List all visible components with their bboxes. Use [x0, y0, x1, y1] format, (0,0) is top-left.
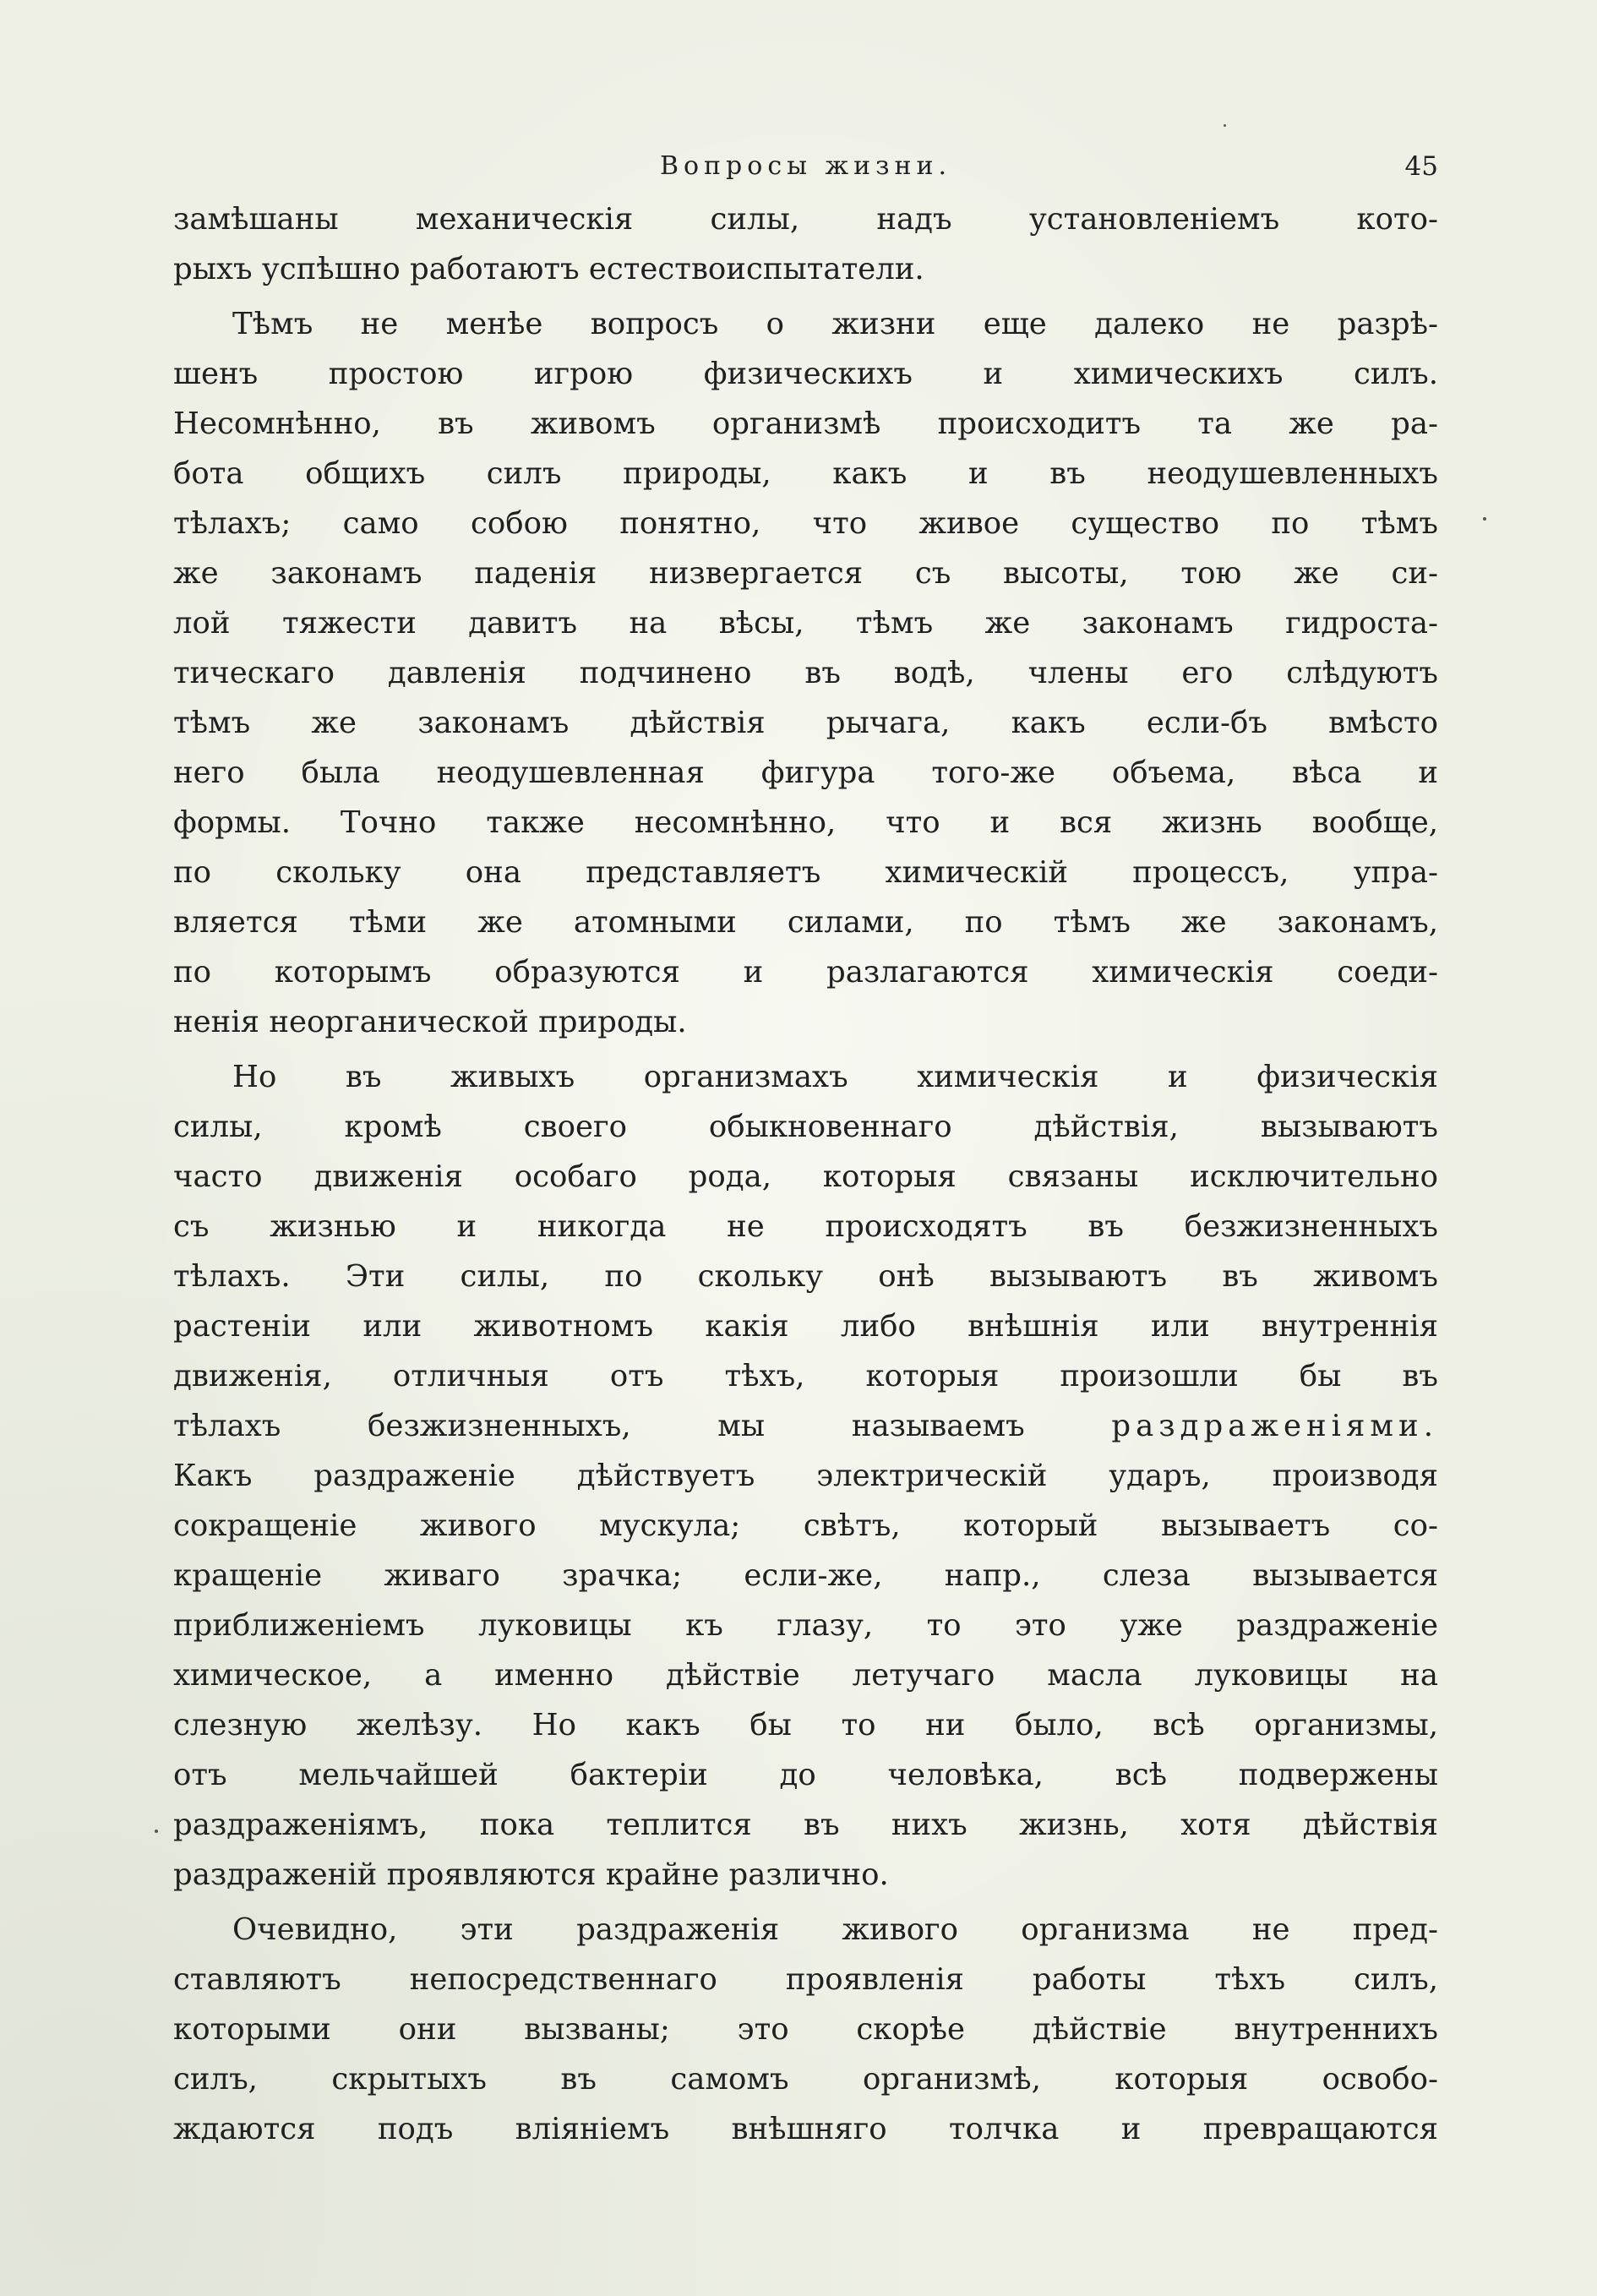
text-line-with-emphasis: [173, 1401, 1438, 1451]
text-line: замѣшаны механическія силы, надъ установленіемъ кото-: [173, 202, 1438, 237]
text-line: Очевидно, эти раздраженія живого организма не пред-: [232, 1912, 1438, 1947]
text-segment: тѣлахъ безжизненныхъ, мы называемъ: [173, 1409, 1025, 1443]
text-line: шенъ простою игрою физическихъ и химическихъ силъ.: [173, 357, 1438, 391]
print-speck: [1483, 517, 1486, 521]
text-line: слезную желѣзу. Но какъ бы то ни было, всѣ организмы,: [173, 1708, 1438, 1742]
text-line: лой тяжести давитъ на вѣсы, тѣмъ же законамъ гидроста-: [173, 606, 1438, 641]
text-line: тѣмъ же законамъ дѣйствія рычага, какъ если-бъ вмѣсто: [173, 706, 1438, 740]
text-line: Тѣмъ не менѣе вопросъ о жизни еще далеко не разрѣ-: [232, 307, 1438, 341]
paragraph-4: [173, 1905, 1438, 2154]
text-line: которыми они вызваны; это скорѣе дѣйствіе внутреннихъ: [173, 2012, 1438, 2047]
text-line: рыхъ успѣшно работаютъ естествоиспытатели.: [173, 252, 924, 286]
running-head-title: Вопросы жизни.: [659, 151, 952, 181]
text-line: тѣлахъ; само собою понятно, что живое существо по тѣмъ: [173, 506, 1438, 541]
running-head: [173, 144, 1438, 189]
text-line: тѣлахъ. Эти силы, по скольку онѣ вызываютъ въ живомъ: [173, 1259, 1438, 1294]
text-line: него была неодушевленная фигура того-же объема, вѣса и: [173, 755, 1438, 790]
spaced-emphasis-term: раздраженіями.: [1111, 1409, 1438, 1443]
text-line: химическое, а именно дѣйствіе летучаго масла луковицы на: [173, 1658, 1438, 1693]
text-line: бота общихъ силъ природы, какъ и въ неодушевленныхъ: [173, 456, 1438, 491]
text-line: по скольку она представляетъ химическій процессъ, упра-: [173, 855, 1438, 890]
body-text: [173, 194, 1438, 2154]
text-line: по которымъ образуются и разлагаются химическія соеди-: [173, 955, 1438, 990]
text-line: силы, кромѣ своего обыкновеннаго дѣйствія, вызываютъ: [173, 1110, 1438, 1144]
paragraph-2: [173, 299, 1438, 1047]
text-line: Какъ раздраженіе дѣйствуетъ электрическій ударъ, производя: [173, 1459, 1438, 1493]
text-line: вляется тѣми же атомными силами, по тѣмъ же законамъ,: [173, 905, 1438, 940]
text-line: движенія, отличныя отъ тѣхъ, которыя произошли бы въ: [173, 1359, 1438, 1393]
text-line: съ жизнью и никогда не происходятъ въ безжизненныхъ: [173, 1209, 1438, 1244]
text-line: ждаются подъ вліяніемъ внѣшняго толчка и превращаются: [173, 2112, 1438, 2146]
text-line: же законамъ паденія низвергается съ высоты, тою же си-: [173, 556, 1438, 591]
text-line: Несомнѣнно, въ живомъ организмѣ происходитъ та же ра-: [173, 406, 1438, 441]
text-line: ненія неорганической природы.: [173, 1005, 687, 1039]
text-line: растеніи или животномъ какія либо внѣшнія или внутреннія: [173, 1309, 1438, 1344]
print-speck: [155, 1830, 158, 1833]
text-line: ставляютъ непосредственнаго проявленія работы тѣхъ силъ,: [173, 1962, 1438, 1997]
text-line: тическаго давленія подчинено въ водѣ, члены его слѣдуютъ: [173, 656, 1438, 690]
page-number: 45: [1404, 151, 1438, 182]
text-line: раздраженій проявляются крайне различно.: [173, 1857, 889, 1892]
paragraph-1: [173, 194, 1438, 294]
text-line: формы. Точно также несомнѣнно, что и вся жизнь вообще,: [173, 805, 1438, 840]
text-line: силъ, скрытыхъ въ самомъ организмѣ, которыя освобо-: [173, 2062, 1438, 2097]
text-line: сокращеніе живого мускула; свѣтъ, который вызываетъ со-: [173, 1508, 1438, 1543]
paragraph-3: [173, 1052, 1438, 1900]
text-line: отъ мельчайшей бактеріи до человѣка, всѣ подвержены: [173, 1758, 1438, 1792]
text-line: Но въ живыхъ организмахъ химическія и физическія: [232, 1060, 1438, 1094]
text-line: кращеніе живаго зрачка; если-же, напр., слеза вызывается: [173, 1558, 1438, 1593]
text-line: приближеніемъ луковицы къ глазу, то это уже раздраженіе: [173, 1608, 1438, 1643]
text-line: часто движенія особаго рода, которыя связаны исключительно: [173, 1159, 1438, 1194]
text-line: раздраженіямъ, пока теплится въ нихъ жизнь, хотя дѣйствія: [173, 1808, 1438, 1842]
page: [173, 144, 1438, 2159]
print-speck: [1224, 124, 1226, 127]
